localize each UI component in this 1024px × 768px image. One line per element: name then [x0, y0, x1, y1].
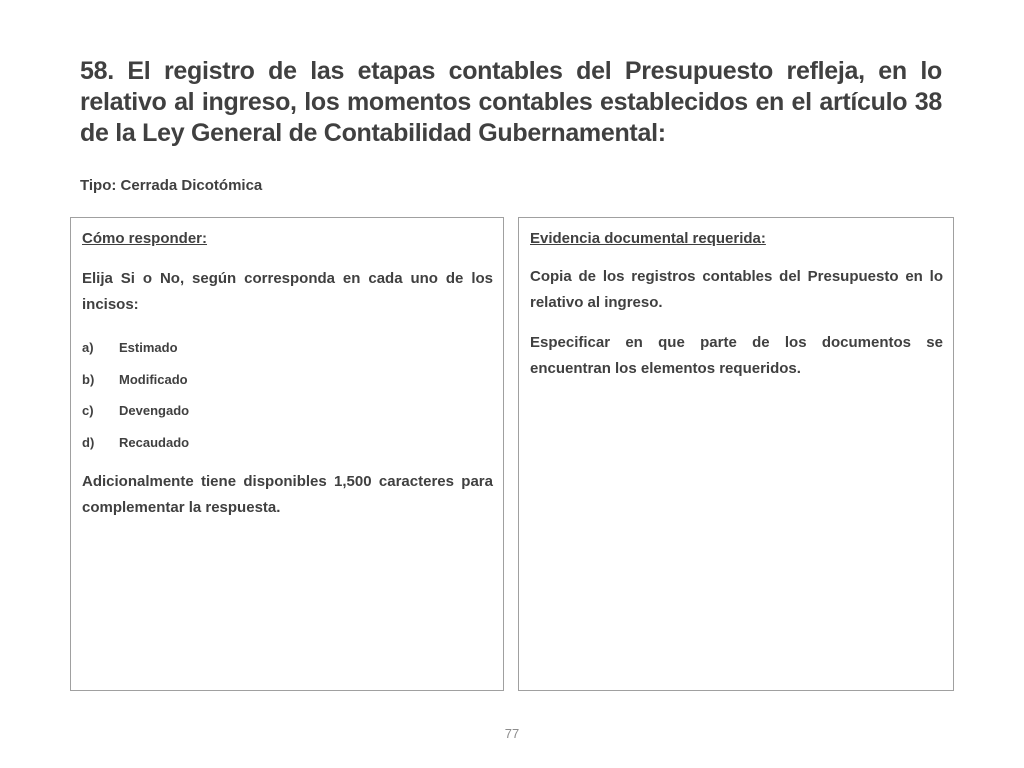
evidence-paragraph: Copia de los registros contables del Presupuesto en lo relativo al ingreso. [530, 268, 943, 311]
option-label: Devengado [119, 403, 190, 419]
answer-option [82, 364, 493, 396]
answer-option [82, 427, 493, 459]
how-to-answer-instructions: Elija Si o No, según corresponda en cada uno de los incisos: [82, 270, 493, 313]
option-label: Modificado [119, 371, 188, 387]
question-title: 58. El registro de las etapas contables del Presupuesto refleja, en lo relativo al ingreso, los momentos contables establecidos en el artículo 38 de la Ley General de Contabilidad Gubernamental: [80, 57, 942, 147]
required-evidence-panel [518, 217, 954, 691]
evidence-paragraph: Especificar en que parte de los documentos se encuentran los elementos requeridos. [530, 334, 943, 377]
option-letter: c) [82, 403, 94, 419]
option-letter: d) [82, 434, 95, 450]
option-label: Estimado [119, 340, 178, 356]
answer-option [82, 332, 493, 364]
question-type-label: Tipo: Cerrada Dicotómica [80, 177, 263, 194]
option-letter: a) [82, 340, 94, 356]
page-number: 77 [504, 726, 520, 741]
required-evidence-heading: Evidencia documental requerida: [530, 230, 766, 247]
additional-characters-note: Adicionalmente tiene disponibles 1,500 caracteres para complementar la respuesta. [82, 473, 493, 516]
option-label: Recaudado [119, 434, 190, 450]
answer-option [82, 395, 493, 427]
how-to-answer-heading: Cómo responder: [82, 230, 208, 247]
option-letter: b) [82, 371, 95, 387]
answer-options-list [82, 332, 493, 458]
how-to-answer-panel [70, 217, 504, 691]
